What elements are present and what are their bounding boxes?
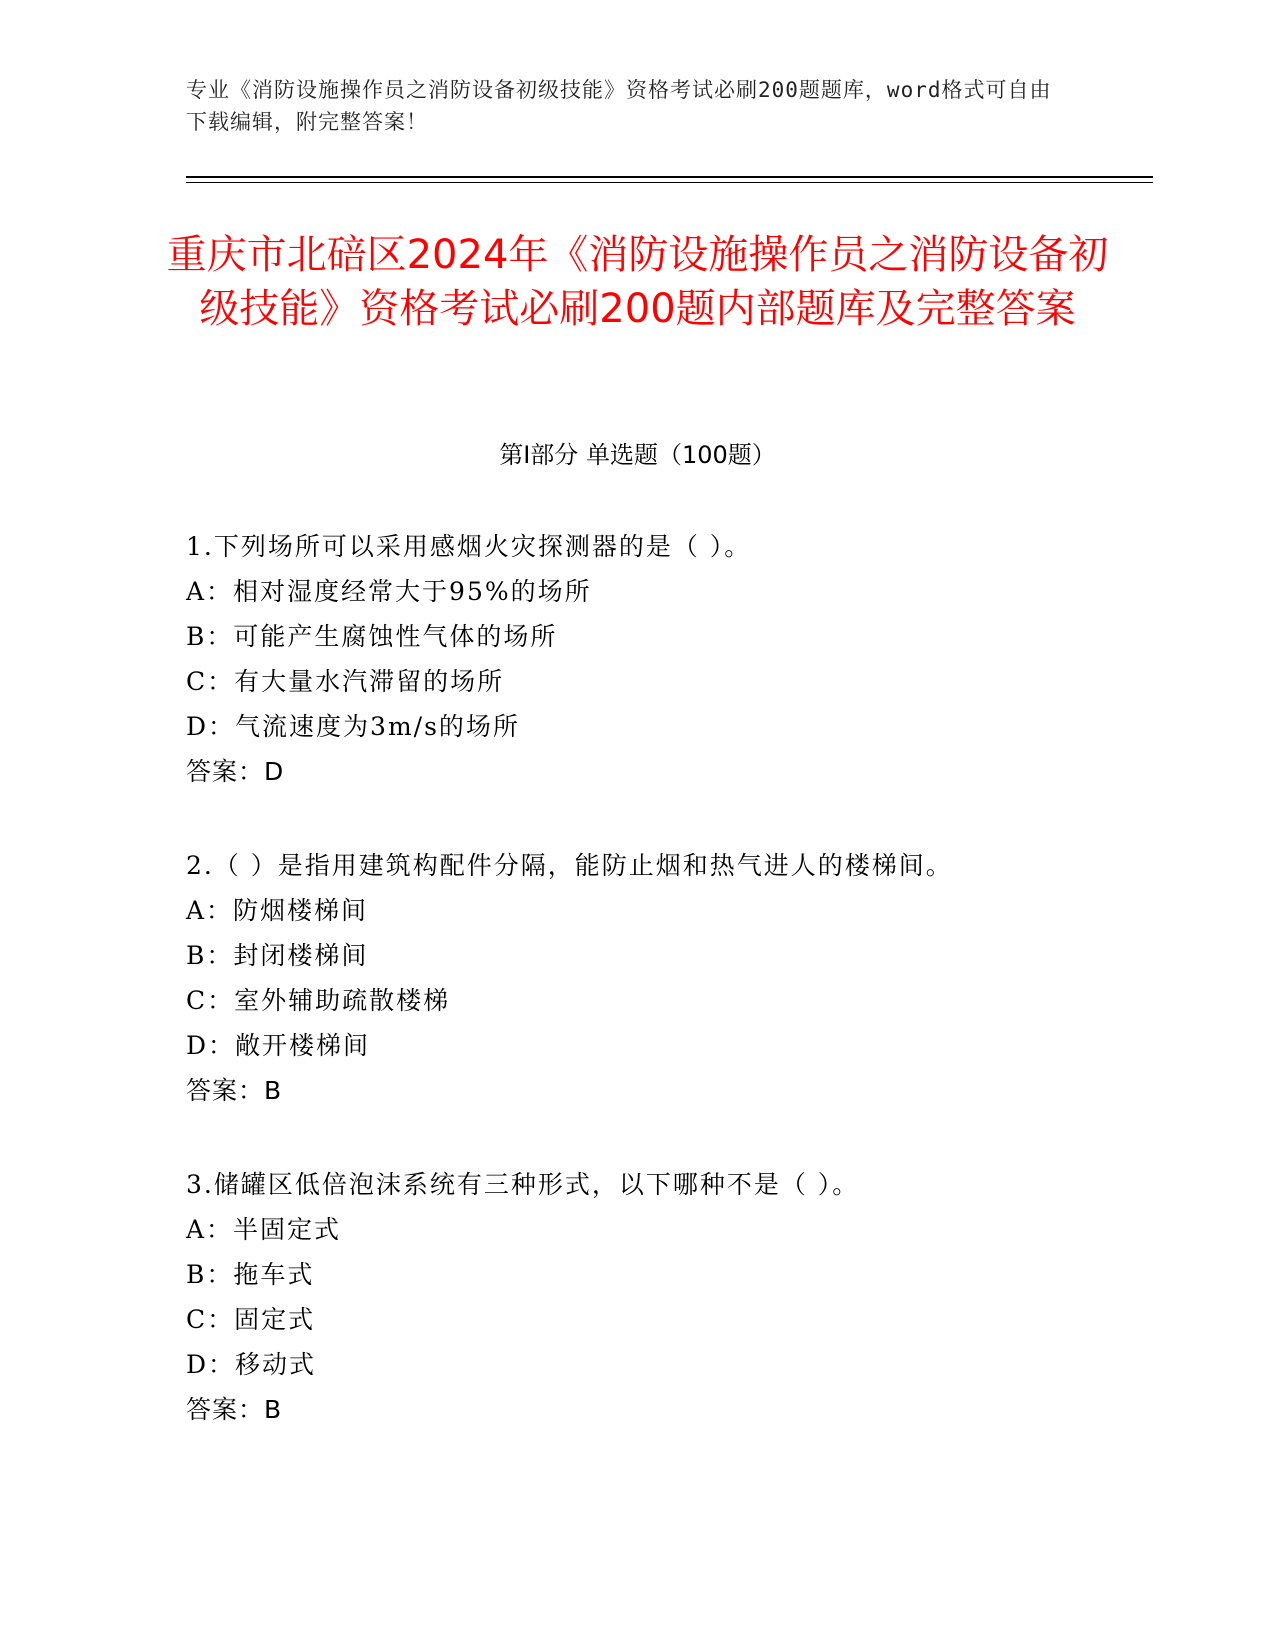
option-d: D：移动式: [186, 1350, 317, 1379]
question-3: [186, 1162, 1106, 1432]
option-c: C：固定式: [186, 1305, 316, 1334]
header-divider-thick: [186, 176, 1153, 178]
section-heading: 第Ⅰ部分 单选题（100题）: [499, 441, 776, 469]
document-title: 重庆市北碚区2024年《消防设施操作员之消防设备初级技能》资格考试必刷200题内部题库及完整答案: [166, 232, 1109, 332]
answer-line: 答案：D: [186, 757, 285, 786]
option-c: C：室外辅助疏散楼梯: [186, 986, 451, 1015]
question-2: [186, 843, 1106, 1113]
header-note: 专业《消防设施操作员之消防设备初级技能》资格考试必刷200题题库，word格式可自由下载编辑，附完整答案！: [186, 78, 1052, 134]
option-c: C：有大量水汽滞留的场所: [186, 667, 505, 696]
option-b: B：拖车式: [186, 1260, 315, 1289]
option-a: A：相对湿度经常大于95%的场所: [186, 577, 592, 606]
question-1: [186, 524, 1106, 794]
header-divider-thin: [186, 182, 1153, 183]
option-b: B：封闭楼梯间: [186, 941, 369, 970]
question-stem: 1.下列场所可以采用感烟火灾探测器的是（ ）。: [186, 532, 752, 561]
option-d: D：气流速度为3m/s的场所: [186, 712, 520, 741]
option-b: B：可能产生腐蚀性气体的场所: [186, 622, 558, 651]
answer-line: 答案：B: [186, 1395, 283, 1424]
option-a: A：半固定式: [186, 1215, 342, 1244]
option-a: A：防烟楼梯间: [186, 896, 369, 925]
option-d: D：敞开楼梯间: [186, 1031, 371, 1060]
answer-line: 答案：B: [186, 1076, 283, 1105]
question-stem: 2.（ ）是指用建筑构配件分隔，能防止烟和热气进人的楼梯间。: [186, 851, 953, 880]
question-stem: 3.储罐区低倍泡沫系统有三种形式，以下哪种不是（ ）。: [186, 1170, 860, 1199]
